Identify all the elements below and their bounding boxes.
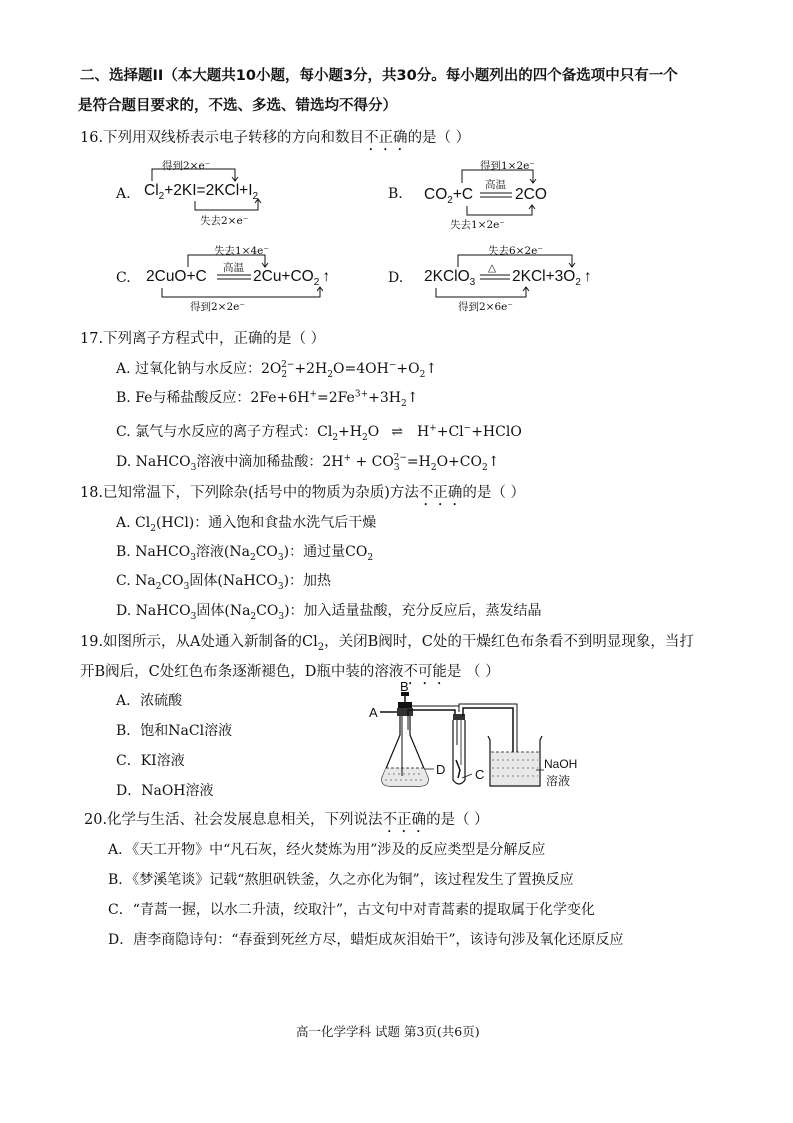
q20-option-c: C．“青蒿一握，以水二升渍，绞取汁”，古文句中对青蒿素的提取属于化学变化 [108,902,596,918]
figure-label-naoh: NaOH [544,757,578,771]
figure-label-a: A [369,705,378,720]
figure-label-b: B [400,679,409,694]
q18-option-a: A. $Cl_2(HCl)$：通入饱和食盐水洗气后干燥 [116,515,377,534]
question-19-stem-line1: 19.如图所示，从A处通入新制备的$Cl_2$，关闭B阀时，C处的干燥红色布条看不到明显现象，当打 [80,634,694,653]
question-16-stem: 16.下列用双线桥表示电子转移的方向和数目不正确的是（ ） [80,130,471,146]
figure-label-solution: 溶液 [546,774,571,788]
question-19-stem-line2: 开B阀后，C处红色布条逐渐褪色，D瓶中装的溶液不可能是 （ ） [80,664,500,680]
q16-a-equation: $Cl_2+2KI=2KCl+I_2$ [144,182,259,203]
q19-option-d: D．NaOH溶液 [116,783,214,799]
q16-c-equation: 2CuO+C [146,268,207,285]
q18-option-b: B. NaHCO$_3$溶液$(Na_2CO_3)$：通过量$CO_2$ [116,544,374,563]
question-20-stem: 20.化学与生活、社会发展息息相关，下列说法不正确的是（ ） [84,812,489,828]
q18-option-c: C. $Na_2CO_3$固体(NaHCO$_3$)：加热 [116,573,332,592]
q17-option-d: D. NaHCO$_3$溶液中滴加稀盐酸：$2H^+ + CO_3^{2-}=H_2O+CO_2↑$ [116,453,500,473]
q19-option-a: A．浓硫酸 [116,693,183,709]
q20-option-d: D．唐李商隐诗句：“春蚕到死丝方尽，蜡炬成灰泪始干”，该诗句涉及氧化还原反应 [108,932,624,948]
figure-label-d: D [436,762,446,777]
q18-option-d: D. NaHCO$_3$固体$(Na_2CO_3)$：加入适量盐酸，充分反应后，蒸发结晶 [116,603,542,622]
section-header-line1: 二、选择题II（本大题共10小题，每小题3分，共30分。每小题列出的四个备选项中只有一个 [80,68,678,84]
q20-option-b: B．《梦溪笔谈》记载“熬胆矾铁釜，久之亦化为铜”，该过程发生了置换反应 [108,872,574,888]
q20-option-a: A．《天工开物》中“凡石灰，经火焚炼为用”涉及的反应类型是分解反应 [108,842,546,858]
q16-d-equation: 2KClO$_3$ [424,268,476,289]
q17-option-a: A. 过氧化钠与水反应：$2O_2^{2-}+2H_2O=4OH^-+O_2↑$ [116,360,438,380]
section-header-line2: 是符合题目要求的，不选、多选、错选均不得分） [78,98,397,114]
page-footer: 高一化学学科 试题 第3页(共6页) [296,1024,480,1039]
question-17-stem: 17.下列离子方程式中，正确的是（ ） [80,331,326,347]
q19-option-b: B．饱和NaCl溶液 [116,723,233,739]
figure-label-c: C [475,767,485,782]
q17-option-b: B. Fe与稀盐酸反应：$2Fe+6H^+=2Fe^{3+}+3H_2↑$ [116,389,419,409]
question-18-stem: 18.已知常温下，下列除杂(括号中的物质为杂质)方法不正确的是（ ） [80,485,525,501]
q17-option-c: C. 氯气与水反应的离子方程式：$Cl_2+H_2O$ ⇌ H++Cl−+HClO [116,423,522,443]
q16-b-equation: $CO_2+C$ [424,186,474,207]
q19-option-c: C．KI溶液 [116,753,185,769]
